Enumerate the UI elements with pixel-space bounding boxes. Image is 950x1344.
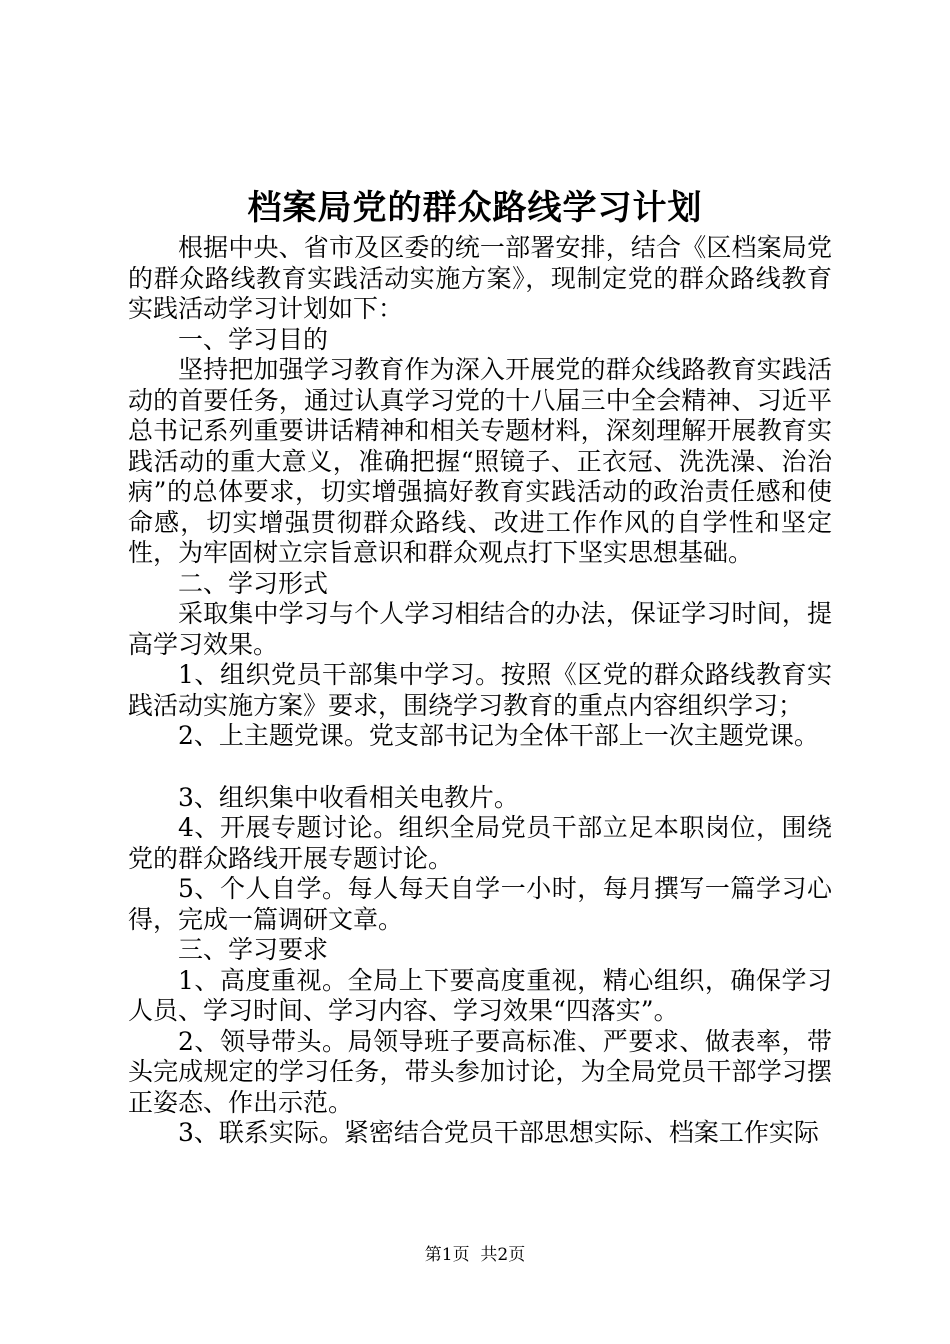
page-footer	[0, 1243, 950, 1267]
section-heading-1: 一、学习目的	[178, 324, 329, 354]
list-item-form-2: 2、上主题党课。党支部书记为全体干部上一次主题党课。	[178, 721, 819, 750]
list-item-form-3: 3、组织集中收看相关电教片。	[178, 782, 519, 812]
paragraph-purpose: 坚持把加强学习教育作为深入开展党的群众线路教育实践活动的首要任务，通过认真学习党的十八届三中全会精神、习近平总书记系列重要讲话精神和相关专题材料，深刻理解开展教育实践活动的重大意义，准确把握“照镜子、正衣冠、洗洗澡、治治病”的总体要求，切实增强搞好教育实践活动的政治责任感和使命感，切实增强贯彻群众路线、改进工作作风的自学性和坚定性，为牢固树立宗旨意识和群众观点打下坚实思想基础。	[128, 355, 832, 567]
section-heading-2: 二、学习形式	[178, 568, 329, 598]
list-item-form-5: 5、个人自学。每人每天自学一小时，每月撰写一篇学习心得，完成一篇调研文章。	[128, 874, 832, 934]
blank-line	[128, 752, 832, 783]
list-item-req-3: 3、联系实际。紧密结合党员干部思想实际、档案工作实际	[178, 1118, 819, 1147]
document-body	[128, 233, 832, 1149]
list-item-form-1: 1、组织党员干部集中学习。按照《区党的群众路线教育实践活动实施方案》要求，围绕学习教育的重点内容组织学习；	[128, 660, 832, 720]
paragraph-intro: 根据中央、省市及区委的统一部署安排，结合《区档案局党的群众路线教育实践活动实施方案》，现制定党的群众路线教育实践活动学习计划如下：	[128, 233, 832, 323]
list-item-req-2: 2、领导带头。局领导班子要高标准、严要求、做表率，带头完成规定的学习任务，带头参加讨论，为全局党员干部学习摆正姿态、作出示范。	[128, 1026, 832, 1117]
page-number: 第1页 共2页	[424, 1245, 526, 1265]
list-item-form-4: 4、开展专题讨论。组织全局党员干部立足本职岗位，围绕党的群众路线开展专题讨论。	[128, 813, 832, 873]
list-item-req-1: 1、高度重视。全局上下要高度重视，精心组织，确保学习人员、学习时间、学习内容、学习效果“四落实”。	[128, 965, 832, 1025]
section-heading-3: 三、学习要求	[178, 935, 329, 964]
paragraph-form: 采取集中学习与个人学习相结合的办法，保证学习时间，提高学习效果。	[128, 599, 832, 659]
document-title: 档案局党的群众路线学习计划	[247, 188, 703, 228]
